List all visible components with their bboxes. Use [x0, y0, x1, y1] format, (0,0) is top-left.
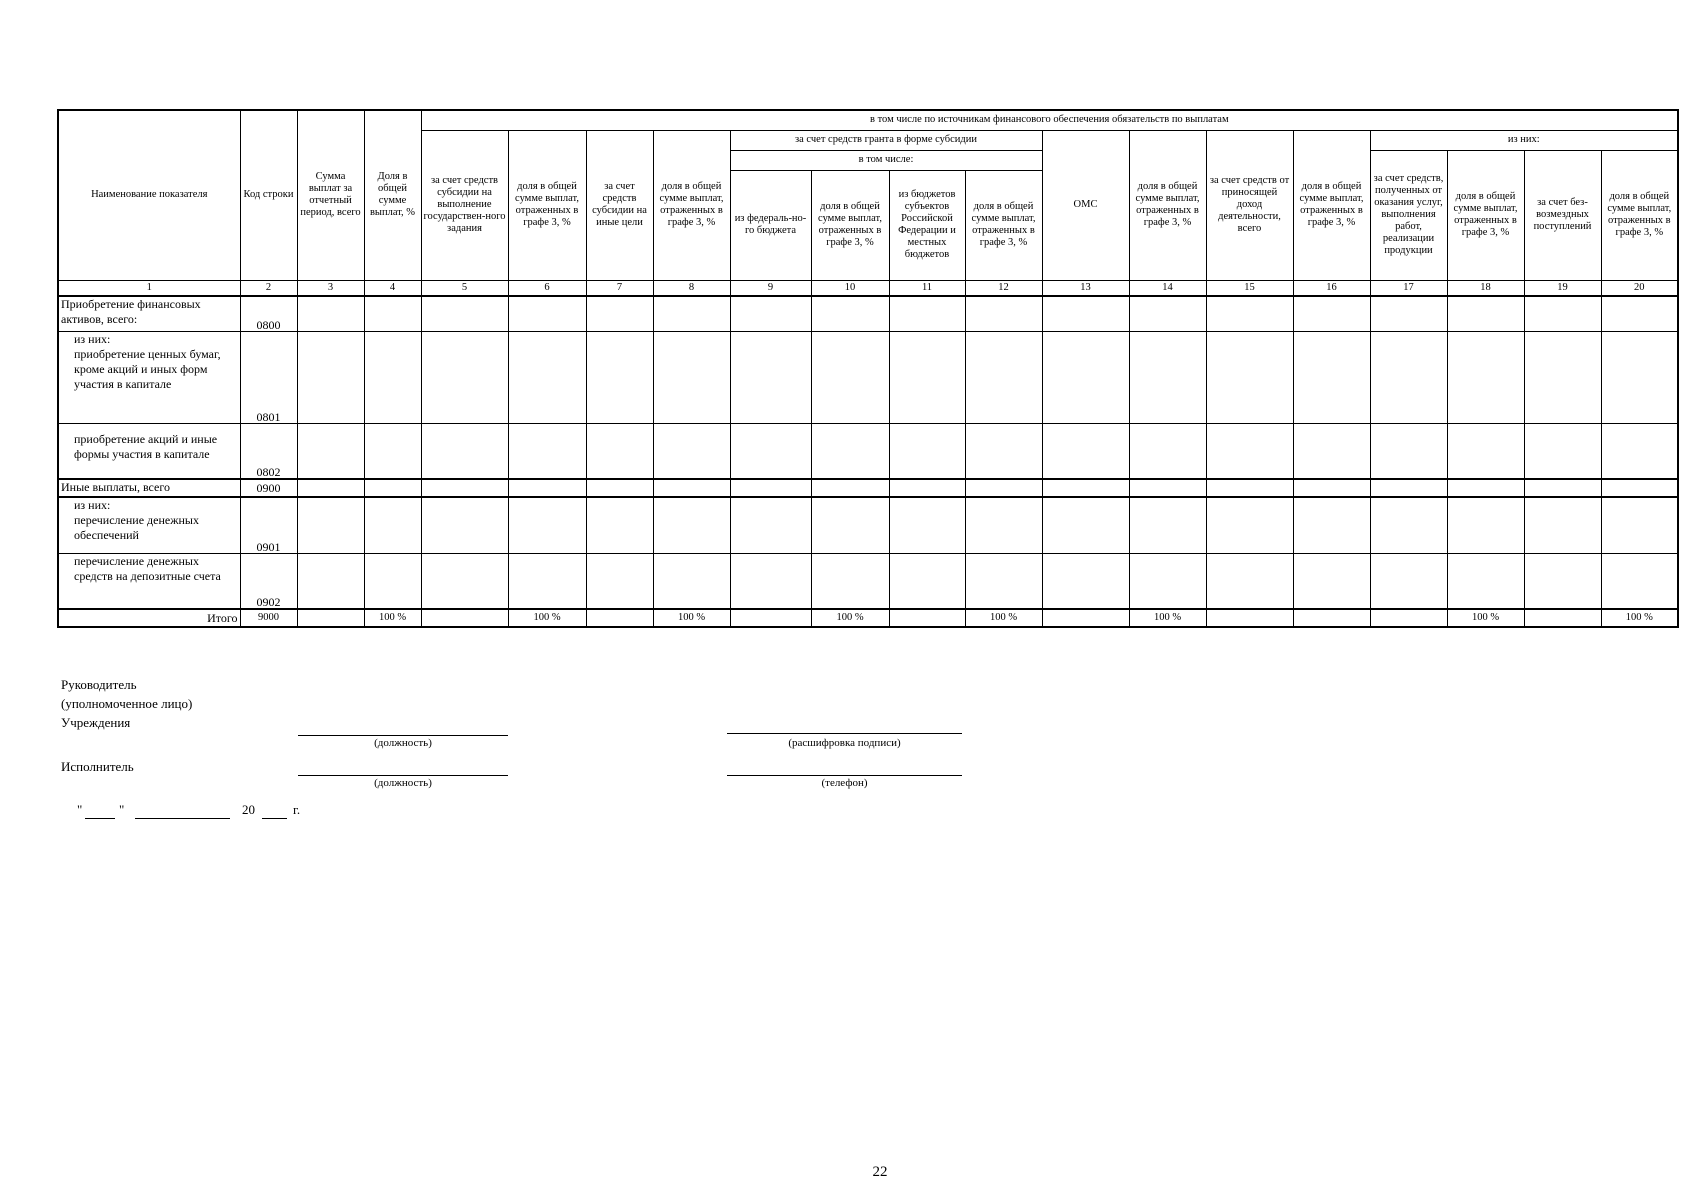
value-cell[interactable]: [1293, 553, 1370, 609]
value-cell[interactable]: [1524, 331, 1601, 423]
header-federal-budget: из федераль-но-го бюджета: [730, 170, 811, 280]
value-cell[interactable]: [730, 423, 811, 479]
column-number: 16: [1293, 280, 1370, 296]
row-label: Приобретение финансовых активов, всего:: [58, 296, 240, 331]
value-cell[interactable]: [653, 423, 730, 479]
value-cell[interactable]: [1129, 553, 1206, 609]
value-cell[interactable]: [586, 497, 653, 553]
head-label-line1: Руководитель: [61, 677, 137, 692]
value-cell[interactable]: [297, 296, 364, 331]
value-cell[interactable]: [586, 609, 653, 627]
header-code: Код строки: [240, 110, 297, 280]
total-percent-col8: 100 %: [653, 609, 730, 627]
value-cell[interactable]: [1370, 296, 1447, 331]
value-cell[interactable]: [1447, 331, 1524, 423]
value-cell[interactable]: [1129, 296, 1206, 331]
value-cell[interactable]: [421, 553, 508, 609]
value-cell[interactable]: [508, 423, 586, 479]
value-cell[interactable]: [730, 296, 811, 331]
column-number: 5: [421, 280, 508, 296]
value-cell[interactable]: [811, 423, 889, 479]
value-cell[interactable]: [297, 497, 364, 553]
column-numbers-row: [58, 280, 1678, 296]
header-oms: ОМС: [1042, 130, 1129, 280]
total-percent-col4: 100 %: [364, 609, 421, 627]
header-share-col5: доля в общей сумме выплат, отраженных в графе 3, %: [508, 130, 586, 280]
signature-head-block: [61, 675, 192, 732]
total-percent-col6: 100 %: [508, 609, 586, 627]
value-cell[interactable]: [364, 553, 421, 609]
header-grant-group: за счет средств гранта в форме субсидии: [730, 130, 1042, 150]
column-number: 1: [58, 280, 240, 296]
value-cell[interactable]: [1447, 296, 1524, 331]
value-cell[interactable]: [586, 423, 653, 479]
value-cell[interactable]: [811, 331, 889, 423]
table-row: [58, 479, 1678, 497]
row-code: 0802: [240, 423, 297, 479]
value-cell[interactable]: [1370, 497, 1447, 553]
head-position-caption: (должность): [374, 737, 432, 749]
value-cell[interactable]: [1206, 296, 1293, 331]
column-number: 14: [1129, 280, 1206, 296]
column-number: 12: [965, 280, 1042, 296]
total-percent-col20: 100 %: [1601, 609, 1678, 627]
value-cell[interactable]: [364, 497, 421, 553]
value-cell[interactable]: [1447, 553, 1524, 609]
column-number: 13: [1042, 280, 1129, 296]
value-cell[interactable]: [1601, 553, 1678, 609]
value-cell[interactable]: [1370, 479, 1447, 497]
date-year-prefix: 20: [242, 802, 255, 817]
column-number: 2: [240, 280, 297, 296]
value-cell[interactable]: [1129, 423, 1206, 479]
value-cell[interactable]: [1042, 423, 1129, 479]
table-row: [58, 296, 1678, 331]
value-cell[interactable]: [1129, 331, 1206, 423]
total-percent-col12: 100 %: [965, 609, 1042, 627]
table-row: [58, 497, 1678, 553]
value-cell[interactable]: [421, 423, 508, 479]
table-row: [58, 553, 1678, 609]
value-cell[interactable]: [889, 423, 965, 479]
header-share-col19: доля в общей сумме выплат, отраженных в графе 3, %: [1601, 150, 1678, 280]
value-cell[interactable]: [730, 331, 811, 423]
value-cell[interactable]: [1370, 553, 1447, 609]
value-cell[interactable]: [730, 497, 811, 553]
row-code: 0901: [240, 497, 297, 553]
value-cell[interactable]: [889, 609, 965, 627]
value-cell[interactable]: [364, 331, 421, 423]
value-cell[interactable]: [297, 553, 364, 609]
date-day-line[interactable]: [85, 818, 115, 819]
date-month-line[interactable]: [135, 818, 230, 819]
value-cell[interactable]: [1524, 553, 1601, 609]
row-code: 0800: [240, 296, 297, 331]
value-cell[interactable]: [1524, 423, 1601, 479]
header-share-col7: доля в общей сумме выплат, отраженных в графе 3, %: [653, 130, 730, 280]
value-cell[interactable]: [1370, 423, 1447, 479]
header-share-col13: доля в общей сумме выплат, отраженных в графе 3, %: [1129, 130, 1206, 280]
column-number: 3: [297, 280, 364, 296]
header-of-them: из них:: [1370, 130, 1678, 150]
report-table: [57, 109, 1679, 628]
total-row: [58, 609, 1678, 627]
column-number: 18: [1447, 280, 1524, 296]
value-cell[interactable]: [730, 553, 811, 609]
value-cell[interactable]: [1524, 497, 1601, 553]
header-name: Наименование показателя: [58, 110, 240, 280]
value-cell[interactable]: [421, 296, 508, 331]
executor-phone-line[interactable]: [727, 775, 962, 776]
column-number: 11: [889, 280, 965, 296]
value-cell[interactable]: [508, 553, 586, 609]
value-cell[interactable]: [965, 331, 1042, 423]
value-cell[interactable]: [1042, 609, 1129, 627]
total-percent-col18: 100 %: [1447, 609, 1524, 627]
value-cell[interactable]: [508, 296, 586, 331]
head-decoding-caption: (расшифровка подписи): [788, 737, 901, 749]
value-cell[interactable]: [1206, 497, 1293, 553]
value-cell[interactable]: [421, 497, 508, 553]
row-label: Иные выплаты, всего: [58, 479, 240, 497]
value-cell[interactable]: [653, 479, 730, 497]
value-cell[interactable]: [889, 553, 965, 609]
value-cell[interactable]: [1370, 331, 1447, 423]
header-share-total: Доля в общей сумме выплат, %: [364, 110, 421, 280]
value-cell[interactable]: [811, 553, 889, 609]
total-percent-col10: 100 %: [811, 609, 889, 627]
of-them-label: из них:: [74, 331, 111, 346]
date-year-suffix: г.: [293, 802, 301, 817]
value-cell[interactable]: [1447, 497, 1524, 553]
row-code: 0900: [240, 479, 297, 497]
value-cell[interactable]: [811, 479, 889, 497]
value-cell[interactable]: [1601, 479, 1678, 497]
executor-position-line[interactable]: [298, 775, 508, 776]
header-share-col17: доля в общей сумме выплат, отраженных в графе 3, %: [1447, 150, 1524, 280]
value-cell[interactable]: [1293, 497, 1370, 553]
header-services-income: за счет средств, полученных от оказания услуг, выполнения работ, реализации продукции: [1370, 150, 1447, 280]
value-cell[interactable]: [297, 331, 364, 423]
value-cell[interactable]: [364, 423, 421, 479]
value-cell[interactable]: [1524, 296, 1601, 331]
value-cell[interactable]: [1524, 479, 1601, 497]
value-cell[interactable]: [811, 296, 889, 331]
head-label-line3: Учреждения: [61, 715, 131, 730]
header-gratuitous: за счет без-возмездных поступлений: [1524, 150, 1601, 280]
header-state-task: за счет средств субсидии на выполнение государствен-ного задания: [421, 130, 508, 280]
row-code: 0801: [240, 331, 297, 423]
value-cell[interactable]: [965, 423, 1042, 479]
executor-position-caption: (должность): [374, 777, 432, 789]
value-cell[interactable]: [1293, 331, 1370, 423]
value-cell[interactable]: [1042, 553, 1129, 609]
value-cell[interactable]: [965, 553, 1042, 609]
value-cell[interactable]: [1206, 553, 1293, 609]
value-cell[interactable]: [586, 331, 653, 423]
value-cell[interactable]: [586, 296, 653, 331]
total-percent-col14: 100 %: [1129, 609, 1206, 627]
value-cell[interactable]: [297, 479, 364, 497]
value-cell[interactable]: [653, 497, 730, 553]
value-cell[interactable]: [586, 553, 653, 609]
value-cell[interactable]: [364, 479, 421, 497]
date-quote-close: ": [119, 802, 125, 817]
value-cell[interactable]: [730, 609, 811, 627]
value-cell[interactable]: [1601, 296, 1678, 331]
row-label-text: приобретение ценных бумаг, кроме акций и иных форм участия в капитале: [74, 346, 221, 391]
page-number: 22: [872, 1164, 888, 1180]
value-cell[interactable]: [421, 609, 508, 627]
value-cell[interactable]: [1129, 497, 1206, 553]
row-label: перечисление денежных средств на депозитные счета: [58, 553, 240, 609]
of-them-label: из них:: [74, 498, 111, 512]
value-cell[interactable]: [1447, 479, 1524, 497]
value-cell[interactable]: [889, 296, 965, 331]
head-signature-line[interactable]: [727, 733, 962, 734]
value-cell[interactable]: [1293, 423, 1370, 479]
value-cell[interactable]: [1370, 609, 1447, 627]
value-cell[interactable]: [1206, 479, 1293, 497]
value-cell[interactable]: [1206, 609, 1293, 627]
row-label: [58, 331, 240, 423]
value-cell[interactable]: [1042, 331, 1129, 423]
value-cell[interactable]: [1042, 479, 1129, 497]
value-cell[interactable]: [508, 331, 586, 423]
value-cell[interactable]: [889, 479, 965, 497]
column-number: 17: [1370, 280, 1447, 296]
header-in-that-number: в том числе:: [730, 150, 1042, 170]
value-cell[interactable]: [1601, 497, 1678, 553]
value-cell[interactable]: [586, 479, 653, 497]
value-cell[interactable]: [1447, 423, 1524, 479]
date-year-line[interactable]: [262, 818, 287, 819]
value-cell[interactable]: [1293, 609, 1370, 627]
value-cell[interactable]: [1524, 609, 1601, 627]
column-number: 10: [811, 280, 889, 296]
date-quote-open: ": [77, 802, 83, 817]
value-cell[interactable]: [965, 479, 1042, 497]
value-cell[interactable]: [1293, 479, 1370, 497]
value-cell[interactable]: [1293, 296, 1370, 331]
value-cell[interactable]: [811, 497, 889, 553]
value-cell[interactable]: [653, 296, 730, 331]
value-cell[interactable]: [730, 479, 811, 497]
value-cell[interactable]: [508, 497, 586, 553]
value-cell[interactable]: [1206, 331, 1293, 423]
row-label: приобретение акций и иные формы участия в капитале: [58, 423, 240, 479]
column-number: 4: [364, 280, 421, 296]
value-cell[interactable]: [1042, 497, 1129, 553]
column-number: 8: [653, 280, 730, 296]
column-number: 6: [508, 280, 586, 296]
value-cell[interactable]: [364, 296, 421, 331]
value-cell[interactable]: [1206, 423, 1293, 479]
value-cell[interactable]: [297, 609, 364, 627]
value-cell[interactable]: [297, 423, 364, 479]
value-cell[interactable]: [508, 479, 586, 497]
row-code: 0902: [240, 553, 297, 609]
value-cell[interactable]: [889, 331, 965, 423]
value-cell[interactable]: [889, 497, 965, 553]
table-row: [58, 331, 1678, 423]
header-regional-budget: из бюджетов субъектов Российской Федерации и местных бюджетов: [889, 170, 965, 280]
head-label-line2: (уполномоченное лицо): [61, 696, 193, 711]
value-cell[interactable]: [1042, 296, 1129, 331]
value-cell[interactable]: [1601, 331, 1678, 423]
row-label: [58, 497, 240, 553]
row-label-text: перечисление денежных обеспечений: [74, 513, 199, 542]
value-cell[interactable]: [421, 331, 508, 423]
head-position-line[interactable]: [298, 735, 508, 736]
header-sources-group: в том числе по источникам финансового обеспечения обязательств по выплатам: [421, 110, 1678, 130]
column-number: 19: [1524, 280, 1601, 296]
value-cell[interactable]: [653, 331, 730, 423]
column-number: 7: [586, 280, 653, 296]
executor-phone-caption: (телефон): [821, 777, 868, 789]
table-row: [58, 423, 1678, 479]
executor-label: Исполнитель: [61, 759, 134, 774]
header-sum-total: Сумма выплат за отчетный период, всего: [297, 110, 364, 280]
value-cell[interactable]: [1129, 479, 1206, 497]
total-code: 9000: [240, 609, 297, 627]
value-cell[interactable]: [965, 497, 1042, 553]
value-cell[interactable]: [1601, 423, 1678, 479]
total-label: Итого: [58, 609, 240, 627]
value-cell[interactable]: [653, 553, 730, 609]
header-other-subsidy: за счет средств субсидии на иные цели: [586, 130, 653, 280]
value-cell[interactable]: [965, 296, 1042, 331]
header-share-col9: доля в общей сумме выплат, отраженных в графе 3, %: [811, 170, 889, 280]
header-share-col15: доля в общей сумме выплат, отраженных в графе 3, %: [1293, 130, 1370, 280]
header-income-activity: за счет средств от приносящей доход деятельности, всего: [1206, 130, 1293, 280]
header-share-col11: доля в общей сумме выплат, отраженных в графе 3, %: [965, 170, 1042, 280]
column-number: 15: [1206, 280, 1293, 296]
value-cell[interactable]: [421, 479, 508, 497]
column-number: 9: [730, 280, 811, 296]
column-number: 20: [1601, 280, 1678, 296]
